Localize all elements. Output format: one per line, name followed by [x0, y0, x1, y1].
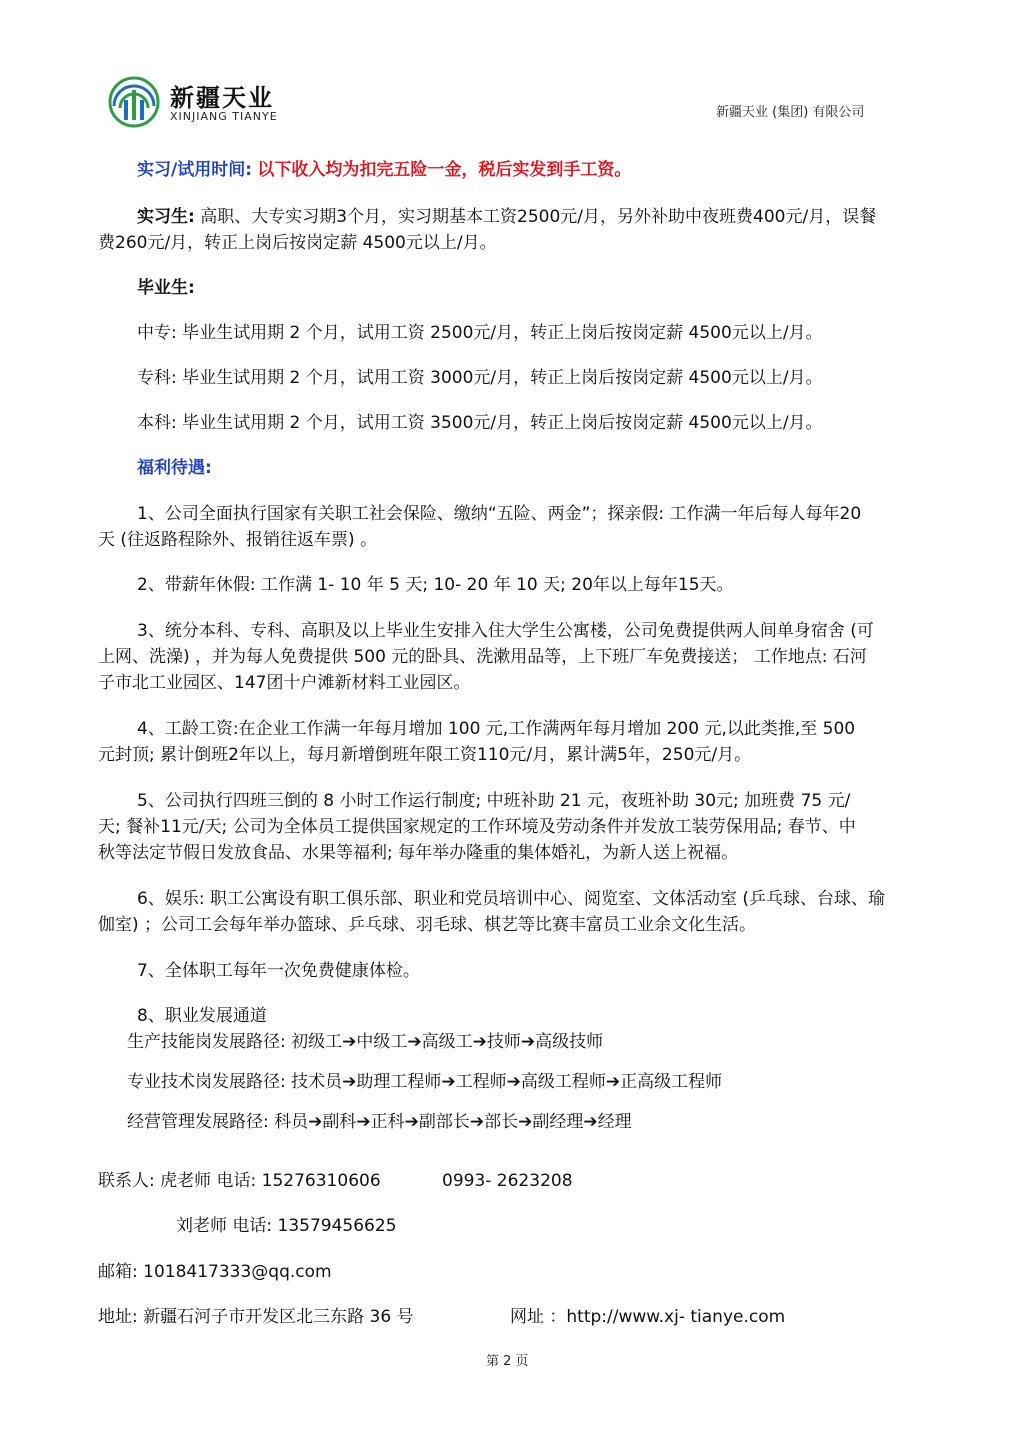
benefit-2-line1: 2、带薪年休假: 工作满 1- 10 年 5 天; 10- 20 年 10 天; 20年以上每年15天。	[137, 575, 734, 595]
benefit-7-line1: 7、全体职工每年一次免费健康体检。	[137, 961, 420, 981]
contact-liu: 刘老师 电话: 13579456625	[176, 1216, 397, 1236]
internship-title: 实习/试用时间:	[137, 160, 253, 180]
career-path-production: 生产技能岗发展路径: 初级工➔中级工➔高级工➔技师➔高级技师	[127, 1032, 604, 1052]
contact-email: 邮箱: 1018417333@qq.com	[98, 1262, 332, 1282]
benefit-3-line1: 3、统分本科、专科、高职及以上毕业生安排入住大学生公寓楼，公司免费提供两人间单身宿舍 (可	[137, 621, 874, 641]
benefit-5-line1: 5、公司执行四班三倒的 8 小时工作运行制度; 中班补助 21 元，夜班补助 30元; 加班费 75 元/	[137, 791, 851, 811]
benefits-title: 福利待遇:	[137, 458, 212, 478]
internship-heading	[137, 159, 631, 181]
benefit-3-line3: 子市北工业园区、147团十户滩新材料工业园区。	[98, 673, 471, 693]
benefit-4-line1: 4、工龄工资:在企业工作满一年每月增加 100 元,工作满两年每月增加 200 元,以此类推,至 500	[137, 719, 856, 739]
logo-chinese-name: 新疆天业	[170, 84, 274, 112]
header-company-name: 新疆天业 (集团) 有限公司	[716, 105, 865, 120]
contact-address: 地址: 新疆石河子市开发区北三东路 36 号	[98, 1307, 414, 1327]
contact-landline: 0993- 2623208	[442, 1171, 573, 1191]
benefit-4-line2: 元封顶; 累计倒班2年以上，每月新增倒班年限工资110元/月，累计满5年，250元/月。	[98, 745, 752, 765]
graduate-label: 毕业生:	[137, 278, 195, 298]
career-path-title: 8、职业发展通道	[137, 1006, 267, 1026]
benefit-1-line2: 天 (往返路程除外、报销往返车票) 。	[98, 530, 378, 550]
graduate-zhongzhuan: 中专: 毕业生试用期 2 个月，试用工资 2500元/月，转正上岗后按岗定薪 4500元以上/月。	[137, 323, 823, 343]
intern-paragraph-line1	[137, 206, 876, 228]
career-path-technical: 专业技术岗发展路径: 技术员➔助理工程师➔工程师➔高级工程师➔正高级工程师	[127, 1072, 723, 1092]
graduate-zhuanke: 专科: 毕业生试用期 2 个月，试用工资 3000元/月，转正上岗后按岗定薪 4500元以上/月。	[137, 368, 823, 388]
intern-label: 实习生:	[137, 207, 195, 227]
company-logo	[108, 76, 298, 132]
contact-hu: 联系人: 虎老师 电话: 15276310606	[98, 1171, 381, 1191]
benefit-6-line2: 伽室) ；公司工会每年举办篮球、乒乓球、羽毛球、棋艺等比赛丰富员工业余文化生活。	[98, 915, 757, 935]
benefit-1-line1: 1、公司全面执行国家有关职工社会保险、缴纳“五险、两金”；探亲假: 工作满一年后每人每年20	[137, 504, 862, 524]
benefit-6-line1: 6、娱乐: 职工公寓设有职工俱乐部、职业和党员培训中心、阅览室、文体活动室 (乒乓球、台球、瑜	[137, 889, 885, 909]
page-number: 第 2 页	[486, 1354, 529, 1369]
benefit-5-line3: 秋等法定节假日发放食品、水果等福利; 每年举办隆重的集体婚礼，为新人送上祝福。	[98, 843, 739, 863]
tianye-logo-icon	[108, 76, 160, 128]
intern-paragraph-line2: 费260元/月，转正上岗后按岗定薪 4500元以上/月。	[98, 233, 497, 253]
intern-text: 高职、大专实习期3个月，实习期基本工资2500元/月，另外补助中夜班费400元/月，误餐	[194, 207, 877, 227]
salary-note: 以下收入均为扣完五险一金，税后实发到手工资。	[257, 160, 632, 180]
benefit-3-line2: 上网、洗澡) ，并为每人免费提供 500 元的卧具、洗漱用品等，上下班厂车免费接送； 工作地点: 石河	[98, 647, 867, 667]
contact-website: 网址 ：http://www.xj- tianye.com	[510, 1307, 786, 1327]
logo-english-name: XINJIANG TIANYE	[170, 110, 278, 123]
graduate-benke: 本科: 毕业生试用期 2 个月，试用工资 3500元/月，转正上岗后按岗定薪 4500元以上/月。	[137, 413, 823, 433]
career-path-management: 经营管理发展路径: 科员➔副科➔正科➔副部长➔部长➔副经理➔经理	[127, 1112, 632, 1132]
benefit-5-line2: 天; 餐补11元/天; 公司为全体员工提供国家规定的工作环境及劳动条件并发放工装劳保用品; 春节、中	[98, 817, 856, 837]
